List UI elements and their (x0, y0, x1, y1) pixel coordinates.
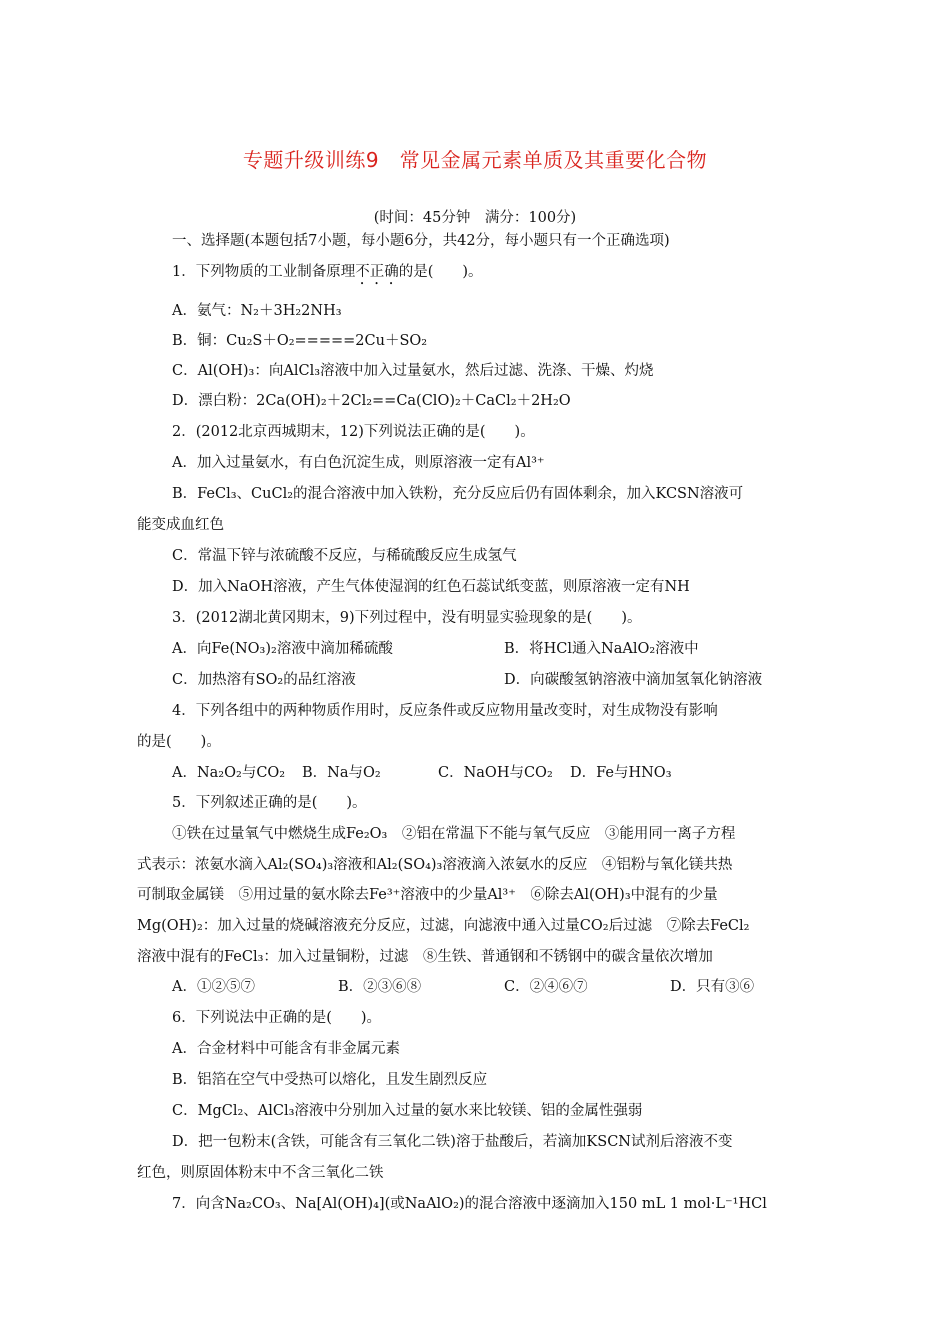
q3-option-a: A．向Fe(NO₃)₂溶液中滴加稀硫酸 (172, 641, 393, 657)
question-6-stem: 6．下列说法中正确的是( )。 (172, 1010, 382, 1026)
q5-option-c: C．②④⑥⑦ (504, 979, 588, 995)
q3-option-d: D．向碳酸氢钠溶液中滴加氢氧化钠溶液 (504, 672, 763, 688)
q1-option-d: D．漂白粉：2Ca(OH)₂＋2Cl₂==Ca(ClO)₂＋CaCl₂＋2H₂O (172, 393, 571, 409)
question-4-stem-line-1: 4．下列各组中的两种物质作用时，反应条件或反应物用量改变时，对生成物没有影响 (172, 703, 718, 719)
q6-option-c: C．MgCl₂、AlCl₃溶液中分别加入过量的氨水来比较镁、铝的金属性强弱 (172, 1103, 643, 1119)
q1-stem-part-b: 的是( )。 (398, 264, 483, 280)
q1-option-c: C．Al(OH)₃：向AlCl₃溶液中加入过量氨水，然后过滤、洗涤、干燥、灼烧 (172, 363, 654, 379)
question-5-stem: 5．下列叙述正确的是( )。 (172, 795, 367, 811)
q2-option-d: D．加入NaOH溶液，产生气体使湿润的红色石蕊试纸变蓝，则原溶液一定有NH (172, 579, 690, 595)
q6-option-a: A．合金材料中可能含有非金属元素 (172, 1041, 400, 1057)
question-1-stem (172, 260, 483, 288)
q5-option-a: A．①②⑤⑦ (172, 979, 255, 995)
q6-option-d-line-1: D．把一包粉末(含铁，可能含有三氧化二铁)溶于盐酸后，若滴加KSCN试剂后溶液不变 (172, 1134, 733, 1150)
exam-info: (时间：45分钟 满分：100分) (373, 210, 577, 226)
q4-option-b: B．Na与O₂ (302, 765, 381, 781)
section-heading: 一、选择题(本题包括7小题，每小题6分，共42分，每小题只有一个正确选项) (172, 233, 670, 249)
q6-option-b: B．铝箔在空气中受热可以熔化，且发生剧烈反应 (172, 1072, 488, 1088)
question-7-stem: 7．向含Na₂CO₃、Na[Al(OH)₄](或NaAlO₂)的混合溶液中逐滴加入150 mL 1 mol·L⁻¹HCl (172, 1196, 767, 1212)
q4-option-d: D．Fe与HNO₃ (570, 765, 672, 781)
q3-option-b: B．将HCl通入NaAlO₂溶液中 (504, 641, 699, 657)
page-title: 专题升级训练9 常见金属元素单质及其重要化合物 (242, 148, 708, 172)
q5-statement-line-1: ①铁在过量氧气中燃烧生成Fe₂O₃ ②铝在常温下不能与氧气反应 ③能用同一离子方程 (172, 826, 736, 842)
q5-option-d: D．只有③⑥ (670, 979, 755, 995)
q2-option-b-line-2: 能变成血红色 (137, 517, 224, 533)
question-4-stem-line-2: 的是( )。 (137, 734, 221, 750)
q2-option-c: C．常温下锌与浓硫酸不反应，与稀硫酸反应生成氢气 (172, 548, 517, 564)
q5-statement-line-2: 式表示：浓氨水滴入Al₂(SO₄)₃溶液和Al₂(SO₄)₃溶液滴入浓氨水的反应 ④铝粉与氧化镁共热 (137, 857, 733, 873)
q1-stem-emphasis: 不正确 (355, 264, 399, 280)
q6-option-d-line-2: 红色，则原固体粉末中不含三氧化二铁 (137, 1165, 384, 1181)
q4-option-c: C．NaOH与CO₂ (438, 765, 553, 781)
question-2-stem: 2．(2012北京西城期末，12)下列说法正确的是( )。 (172, 424, 535, 440)
q2-option-a: A．加入过量氨水，有白色沉淀生成，则原溶液一定有Al³⁺ (172, 455, 545, 471)
q5-statement-line-3: 可制取金属镁 ⑤用过量的氨水除去Fe³⁺溶液中的少量Al³⁺ ⑥除去Al(OH)₃中混有的少量 (137, 887, 718, 903)
q5-option-b: B．②③⑥⑧ (338, 979, 422, 995)
question-3-stem: 3．(2012湖北黄冈期末，9)下列过程中，没有明显实验现象的是( )。 (172, 610, 642, 626)
q1-stem-part-a: 1．下列物质的工业制备原理 (172, 264, 356, 280)
q2-option-b-line-1: B．FeCl₃、CuCl₂的混合溶液中加入铁粉，充分反应后仍有固体剩余，加入KCSN溶液可 (172, 486, 744, 502)
q1-option-a: A．氨气：N₂＋3H₂2NH₃ (172, 303, 342, 319)
q4-option-a: A．Na₂O₂与CO₂ (172, 765, 286, 781)
q5-statement-line-5: 溶液中混有的FeCl₃：加入过量铜粉，过滤 ⑧生铁、普通钢和不锈钢中的碳含量依次增加 (137, 949, 713, 965)
q3-option-c: C．加热溶有SO₂的品红溶液 (172, 672, 356, 688)
q1-option-b: B．铜：Cu₂S＋O₂=====2Cu＋SO₂ (172, 333, 428, 349)
q5-statement-line-4: Mg(OH)₂：加入过量的烧碱溶液充分反应，过滤，向滤液中通入过量CO₂后过滤 ⑦除去FeCl₂ (137, 918, 750, 934)
